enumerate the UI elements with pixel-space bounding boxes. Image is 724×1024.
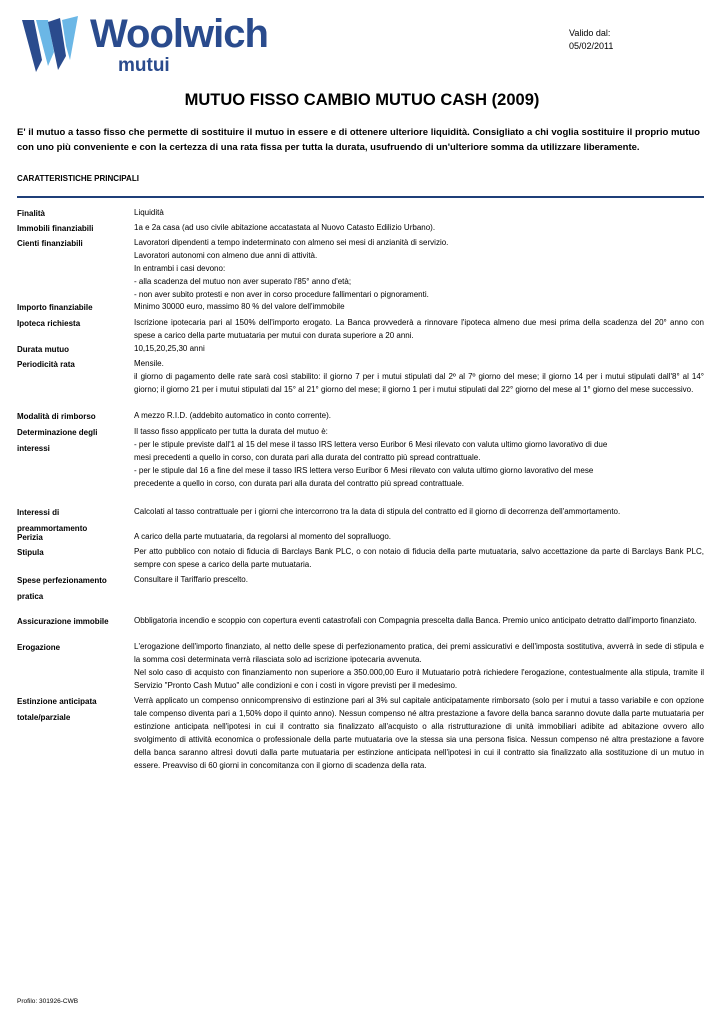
row-value-line: mesi precedenti a quello in corso, con durata pari alla durata del contratto più spread contrattuale. — [134, 453, 481, 462]
row-label: Finalità — [17, 209, 46, 218]
row-label: Assicurazione immobile — [17, 617, 109, 626]
row-value-line: Lavoratori autonomi con almeno due anni di attività. — [134, 251, 318, 260]
row-value-line: In entrambi i casi devono: — [134, 264, 226, 273]
row-value-line: Per atto pubblico con notaio di fiducia di Barclays Bank PLC, o con notaio di fiducia della parte mutuataria, salvo accettazione da parte di Barclays Bank PLC, sempre con spese a carico della parte mutuataria. — [134, 547, 704, 569]
row-value-line: Consultare il Tariffario prescelto. — [134, 575, 248, 584]
row-value-line: Calcolati al tasso contrattuale per i giorni che intercorrono tra la data di stipula del contratto ed il giorno di decorrenza dell'ammortamento. — [134, 507, 621, 516]
row-value-line: il giorno di pagamento delle rate sarà così stabilito: il giorno 7 per i mutui stipulati dal 2º al 7º giorno del mese; il giorno 14 per i mutui stipulati dall'8° al 14° giorno; il giorno 21 per i mutui stipulati dal 15° al 21° giorno del mese; il giorno 1 per i mutui stipulati dal 22° giorno del mese al 1° giorno del mese successivo. — [134, 372, 704, 394]
row-label: Stipula — [17, 548, 44, 557]
intro-paragraph: E' il mutuo a tasso fisso che permette di sostituire il mutuo in essere e di ottenere ulteriore liquidità. Consigliato a chi voglia sostituire il proprio mutuo con uno più conveniente e con la certezza di una rata fissa per tutta la durata, usufruendo di un'ulteriore somma da utilizzare liberamente. — [17, 127, 700, 153]
row-value-line: Verrà applicato un compenso onnicomprensivo di estinzione pari al 3% sul capitale anticipatamente rimborsato (solo per i mutui a tasso variabile e con opzione tale compenso diventa pari a 1,50% dopo il quinto anno). Nessun compenso né altra prestazione a favore della banca saranno dovute dalla parte mutuataria per estinzione anticipata nell'ipotesi in cui il contratto sia finalizzato all'acquisto o alla ristrutturazione di unità immobiliari adibite ad abitazione ovvero allo svolgimento di attività economica o professionale della parte mutuataria ove la stessa sia una persona fisica. Nessun compenso né altra prestazione a favore della banca saranno altresì dovuti dalla parte mutuataria per estinzione anticipata nell'ipotesi in cui il contratto sia finalizzato alla sostituzione di un mutuo in essere. Preavviso di 60 giorni in concomitanza con il giorno di scadenza della rata. — [134, 696, 704, 770]
row-value — [134, 409, 704, 422]
row-value-line: A mezzo R.I.D. (addebito automatico in conto corrente). — [134, 411, 331, 420]
validity-block — [569, 27, 613, 53]
row-value — [134, 640, 704, 692]
woolwich-w-mark-icon — [22, 16, 84, 74]
logo-wordmark: Woolwich — [90, 12, 268, 56]
row-label: Cienti finanziabili — [17, 239, 83, 248]
row-value — [134, 614, 704, 627]
row-label: Ipoteca richiesta — [17, 319, 81, 328]
row-value-line: Il tasso fisso appplicato per tutta la durata del mutuo è: — [134, 427, 328, 436]
row-value-line: - per le stipule previste dall'1 al 15 del mese il tasso IRS lettera verso Euribor 6 Mesi rilevato con valuta ultimo giorno lavorativo di due — [134, 440, 608, 449]
row-value-line: Mensile. — [134, 359, 164, 368]
row-value-line: Lavoratori dipendenti a tempo indeterminato con almeno sei mesi di anzianità di servizio. — [134, 238, 449, 247]
row-value-line: - non aver subito protesti e non aver in corso procedure fallimentari o pignoramenti. — [134, 290, 429, 299]
row-value — [134, 236, 704, 301]
row-value — [134, 530, 704, 543]
row-value-line: 1a e 2a casa (ad uso civile abitazione accatastata al Nuovo Catasto Edilizio Urbano). — [134, 223, 436, 232]
row-value-line: - per le stipule dal 16 a fine del mese il tasso IRS lettera verso Euribor 6 Mesi rilevato con valuta ultimo giorno lavorativo del mese — [134, 466, 594, 475]
row-label: Periodicità rata — [17, 360, 75, 369]
row-value-line: A carico della parte mutuataria, da regolarsi al momento del sopralluogo. — [134, 532, 392, 541]
row-label: Importo finanziabile — [17, 303, 93, 312]
row-value-line: L'erogazione dell'importo finanziato, al netto delle spese di perfezionamento pratica, dei premi assicurativi e dell'imposta sostitutiva, avverrà in sede di stipula e la somma così determinata verrà rilasciata solo ad iscrizione ipotecaria avvenuta. — [134, 642, 704, 664]
row-value-line: - alla scadenza del mutuo non aver superato l'85° anno d'età; — [134, 277, 352, 286]
woolwich-logo — [22, 14, 357, 76]
valid-from-date: 05/02/2011 — [569, 41, 614, 51]
section-title: CARATTERISTICHE PRINCIPALI — [17, 174, 139, 183]
row-value — [134, 357, 704, 396]
row-label: Determinazione degli interessi — [17, 428, 98, 453]
row-value — [134, 221, 704, 234]
row-value — [134, 694, 704, 772]
valid-from-label: Valido dal: — [569, 28, 611, 38]
profile-code: Profilo: 301926-CWB — [17, 998, 79, 1005]
row-value — [134, 545, 704, 571]
row-value — [134, 300, 704, 313]
row-label: Interessi di preammortamento — [17, 508, 88, 533]
row-label: Perizia — [17, 533, 43, 542]
row-value-line: Nel solo caso di acquisto con finanziamento non superiore a 350.000,00 Euro il Mutuatario potrà richiedere l'erogazione, contestualmente alla stipula, tramite il Servizio "Pronto Cash Mutuo" alle condizioni e con i costi in vigore previsti per il medesimo. — [134, 668, 704, 690]
row-label: Durata mutuo — [17, 345, 69, 354]
row-value-line: Iscrizione ipotecaria pari al 150% dell'importo erogato. La Banca provvederà a rinnovare l'ipoteca almeno due mesi prima della scadenza del 20° anno con spese a carico della parte mutuataria per mutui con durata superiore a 20 anni. — [134, 318, 704, 340]
row-label: Estinzione anticipata totale/parziale — [17, 697, 97, 722]
row-value-line: 10,15,20,25,30 anni — [134, 344, 205, 353]
row-value — [134, 206, 704, 219]
row-label: Modalità di rimborso — [17, 412, 96, 421]
row-value-line: precedente a quello in corso, con durata pari alla durata del contratto più spread contrattuale. — [134, 479, 464, 488]
row-value — [134, 342, 704, 355]
page-title: MUTUO FISSO CAMBIO MUTUO CASH (2009) — [184, 91, 540, 109]
row-value — [134, 505, 704, 518]
row-value-line: Liquidità — [134, 208, 164, 217]
logo-subtitle: mutui — [118, 55, 170, 76]
row-label: Erogazione — [17, 643, 61, 652]
row-value — [134, 316, 704, 342]
row-value — [134, 573, 704, 586]
row-value — [134, 425, 704, 490]
row-value-line: Obbligatoria incendio e scoppio con copertura eventi catastrofali con Compagnia prescelta dalla Banca. Premio unico anticipato detratto dall'importo finanziato. — [134, 616, 697, 625]
row-label: Spese perfezionamento pratica — [17, 576, 107, 601]
row-value-line: Minimo 30000 euro, massimo 80 % del valore dell'immobile — [134, 302, 345, 311]
row-label: Immobili finanziabili — [17, 224, 94, 233]
section-divider — [17, 196, 704, 198]
